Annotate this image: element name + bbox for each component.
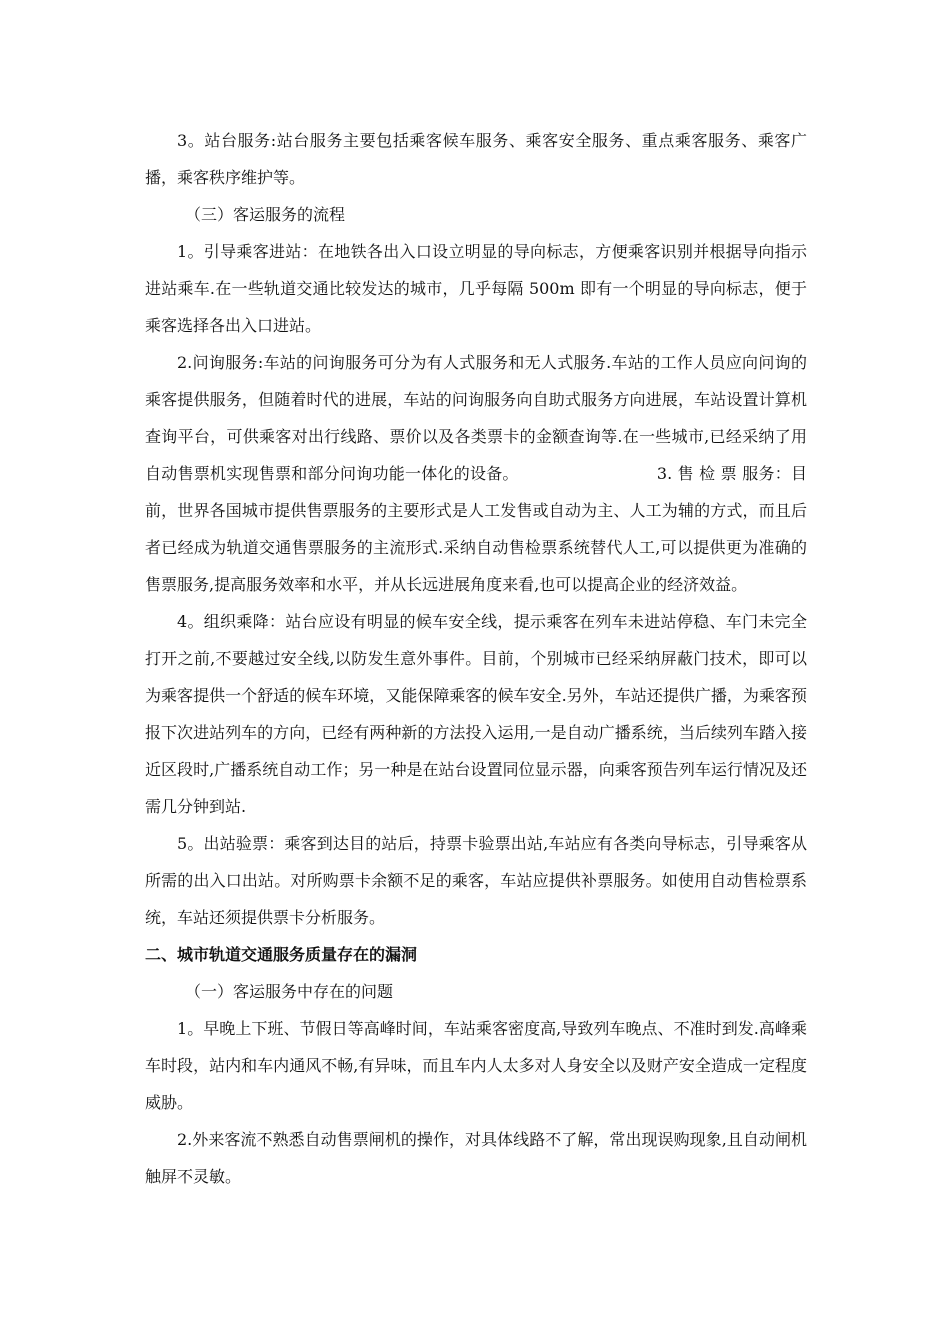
paragraph-issue-gates: 2.外来客流不熟悉自动售票闸机的操作，对具体线路不了解，常出现误购现象,且自动闸机触屏不灵敏。 — [145, 1130, 807, 1186]
paragraph-issue-peak: 1。早晚上下班、节假日等高峰时间，车站乘客密度高,导致列车晚点、不准时到发.高峰乘车时段，站内和车内通风不畅,有异味，而且车内人太多对人身安全以及财产安全造成一定程度威胁。 — [145, 1019, 807, 1112]
paragraph-guide-entry: 1。引导乘客进站：在地铁各出入口设立明显的导向标志，方便乘客识别并根据导向指示进站乘车.在一些轨道交通比较发达的城市，几乎每隔 500m 即有一个明显的导向标志，便于乘客选择各出入口进站。 — [145, 242, 807, 335]
heading-section-two: 二、城市轨道交通服务质量存在的漏洞 — [145, 945, 418, 964]
paragraph-inquiry-ticketing: 2.问询服务:车站的问询服务可分为有人式服务和无人式服务.车站的工作人员应向问询的乘客提供服务，但随着时代的进展，车站的问询服务向自助式服务方向进展，车站设置计算机查询平台，可供乘客对出行线路、票价以及各类票卡的金额查询等.在一些城市,已经采纳了用自动售票机实现售票和部分问询功能一体化的设备。 3. 售 检 票 服务：目前，世界各国城市提供售票服务的主要形式是人工发售或自动为主、人工为辅的方式，而且后者已经成为轨道交通售票服务的主流形式.采纳自动售检票系统替代人工,可以提供更为准确的售票服务,提高服务效率和水平，并从长远进展角度来看,也可以提高企业的经济效益。 — [145, 353, 807, 594]
heading-service-issues: （一）客运服务中存在的问题 — [185, 982, 394, 1001]
paragraph-platform-service: 3。站台服务:站台服务主要包括乘客候车服务、乘客安全服务、重点乘客服务、乘客广播，乘客秩序维护等。 — [145, 131, 807, 187]
document-body — [145, 122, 807, 1195]
paragraph-boarding: 4。组织乘降：站台应设有明显的候车安全线，提示乘客在列车未进站停稳、车门未完全打开之前,不要越过安全线,以防发生意外事件。目前，个别城市已经采纳屏蔽门技术，即可以为乘客提供一个舒适的候车环境，又能保障乘客的候车安全.另外，车站还提供广播，为乘客预报下次进站列车的方向，已经有两种新的方法投入运用,一是自动广播系统，当后续列车踏入接近区段时,广播系统自动工作；另一种是在站台设置同位显示器，向乘客预告列车运行情况及还需几分钟到站. — [145, 612, 807, 816]
heading-service-flow: （三）客运服务的流程 — [185, 205, 346, 224]
paragraph-exit-check: 5。出站验票：乘客到达目的站后，持票卡验票出站,车站应有各类向导标志，引导乘客从所需的出入口出站。对所购票卡余额不足的乘客，车站应提供补票服务。如使用自动售检票系统，车站还须提供票卡分析服务。 — [145, 834, 807, 927]
